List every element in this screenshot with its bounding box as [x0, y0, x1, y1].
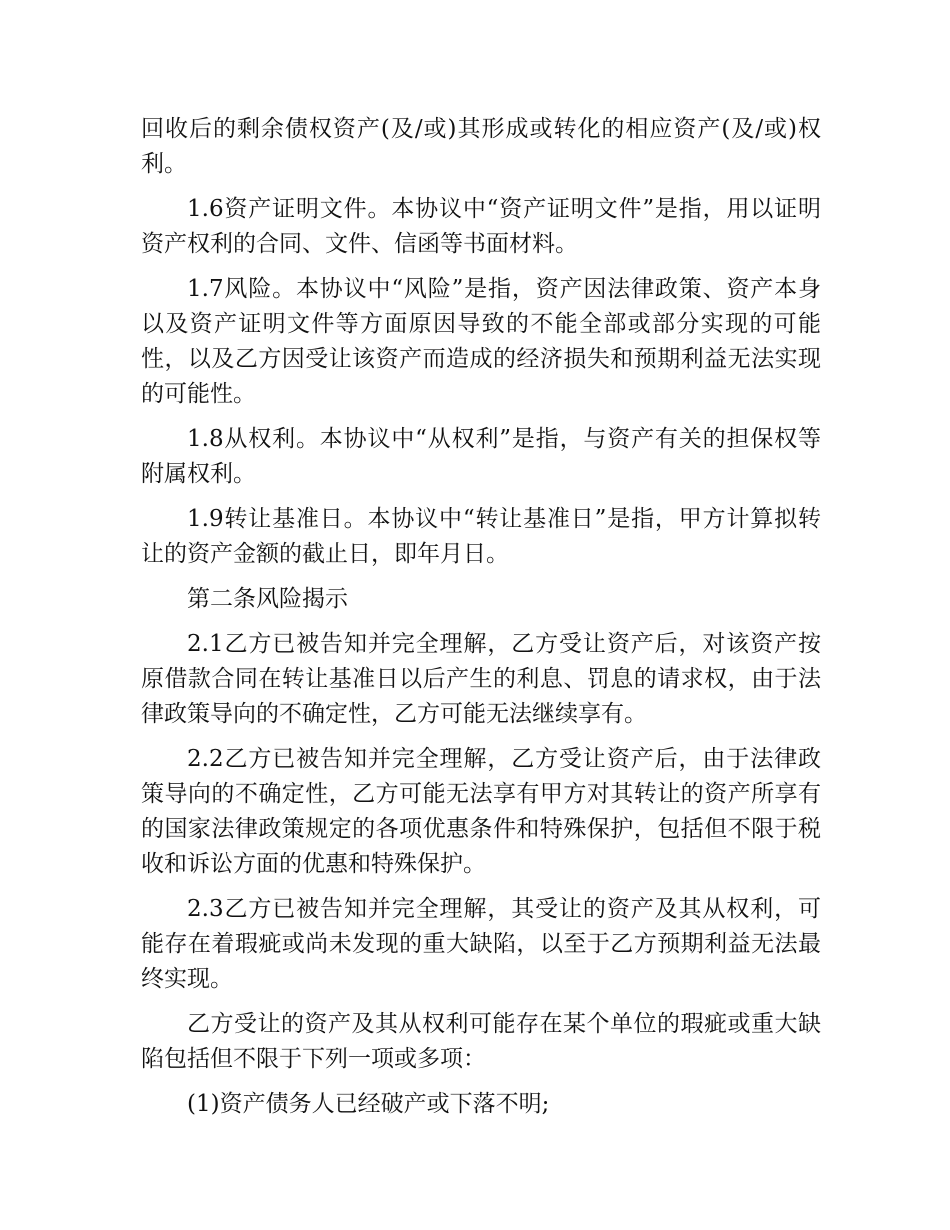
paragraph-1-9-transfer-base-date: 1.9转让基准日。本协议中“转让基准日”是指，甲方计算拟转让的资产金额的截止日，即年月日。 [141, 506, 821, 567]
paragraph-1-6-asset-documents: 1.6资产证明文件。本协议中“资产证明文件”是指，用以证明资产权利的合同、文件、信函等书面材料。 [141, 196, 821, 257]
section-heading-risk-disclosure: 第二条风险揭示 [187, 586, 348, 612]
paragraph-1-8-secondary-rights: 1.8从权利。本协议中“从权利”是指，与资产有关的担保权等附属权利。 [141, 426, 821, 487]
paragraph-2-3: 2.3乙方已被告知并完全理解，其受让的资产及其从权利，可能存在着瑕疵或尚未发现的重大缺陷，以至于乙方预期利益无法最终实现。 [141, 896, 821, 992]
paragraph-1-7-risk: 1.7风险。本协议中“风险”是指，资产因法律政策、资产本身以及资产证明文件等方面原因导致的不能全部或部分实现的可能性，以及乙方因受让该资产而造成的经济损失和预期利益无法实现的可能性。 [141, 276, 821, 407]
paragraph-2-1: 2.1乙方已被告知并完全理解，乙方受让资产后，对该资产按原借款合同在转让基准日以后产生的利息、罚息的请求权，由于法律政策导向的不确定性，乙方可能无法继续享有。 [141, 631, 821, 727]
document-body [141, 112, 821, 1122]
paragraph-2-2: 2.2乙方已被告知并完全理解，乙方受让资产后，由于法律政策导向的不确定性，乙方可能无法享有甲方对其转让的资产所享有的国家法律政策规定的各项优惠条件和特殊保护，包括但不限于税收和诉讼方面的优惠和特殊保护。 [141, 746, 821, 877]
list-item-debtor-bankrupt: (1)资产债务人已经破产或下落不明; [187, 1091, 550, 1117]
paragraph-continuation: 回收后的剩余债权资产(及/或)其形成或转化的相应资产(及/或)权利。 [141, 116, 821, 177]
paragraph-defects-intro: 乙方受让的资产及其从权利可能存在某个单位的瑕疵或重大缺陷包括但不限于下列一项或多项： [141, 1011, 821, 1072]
